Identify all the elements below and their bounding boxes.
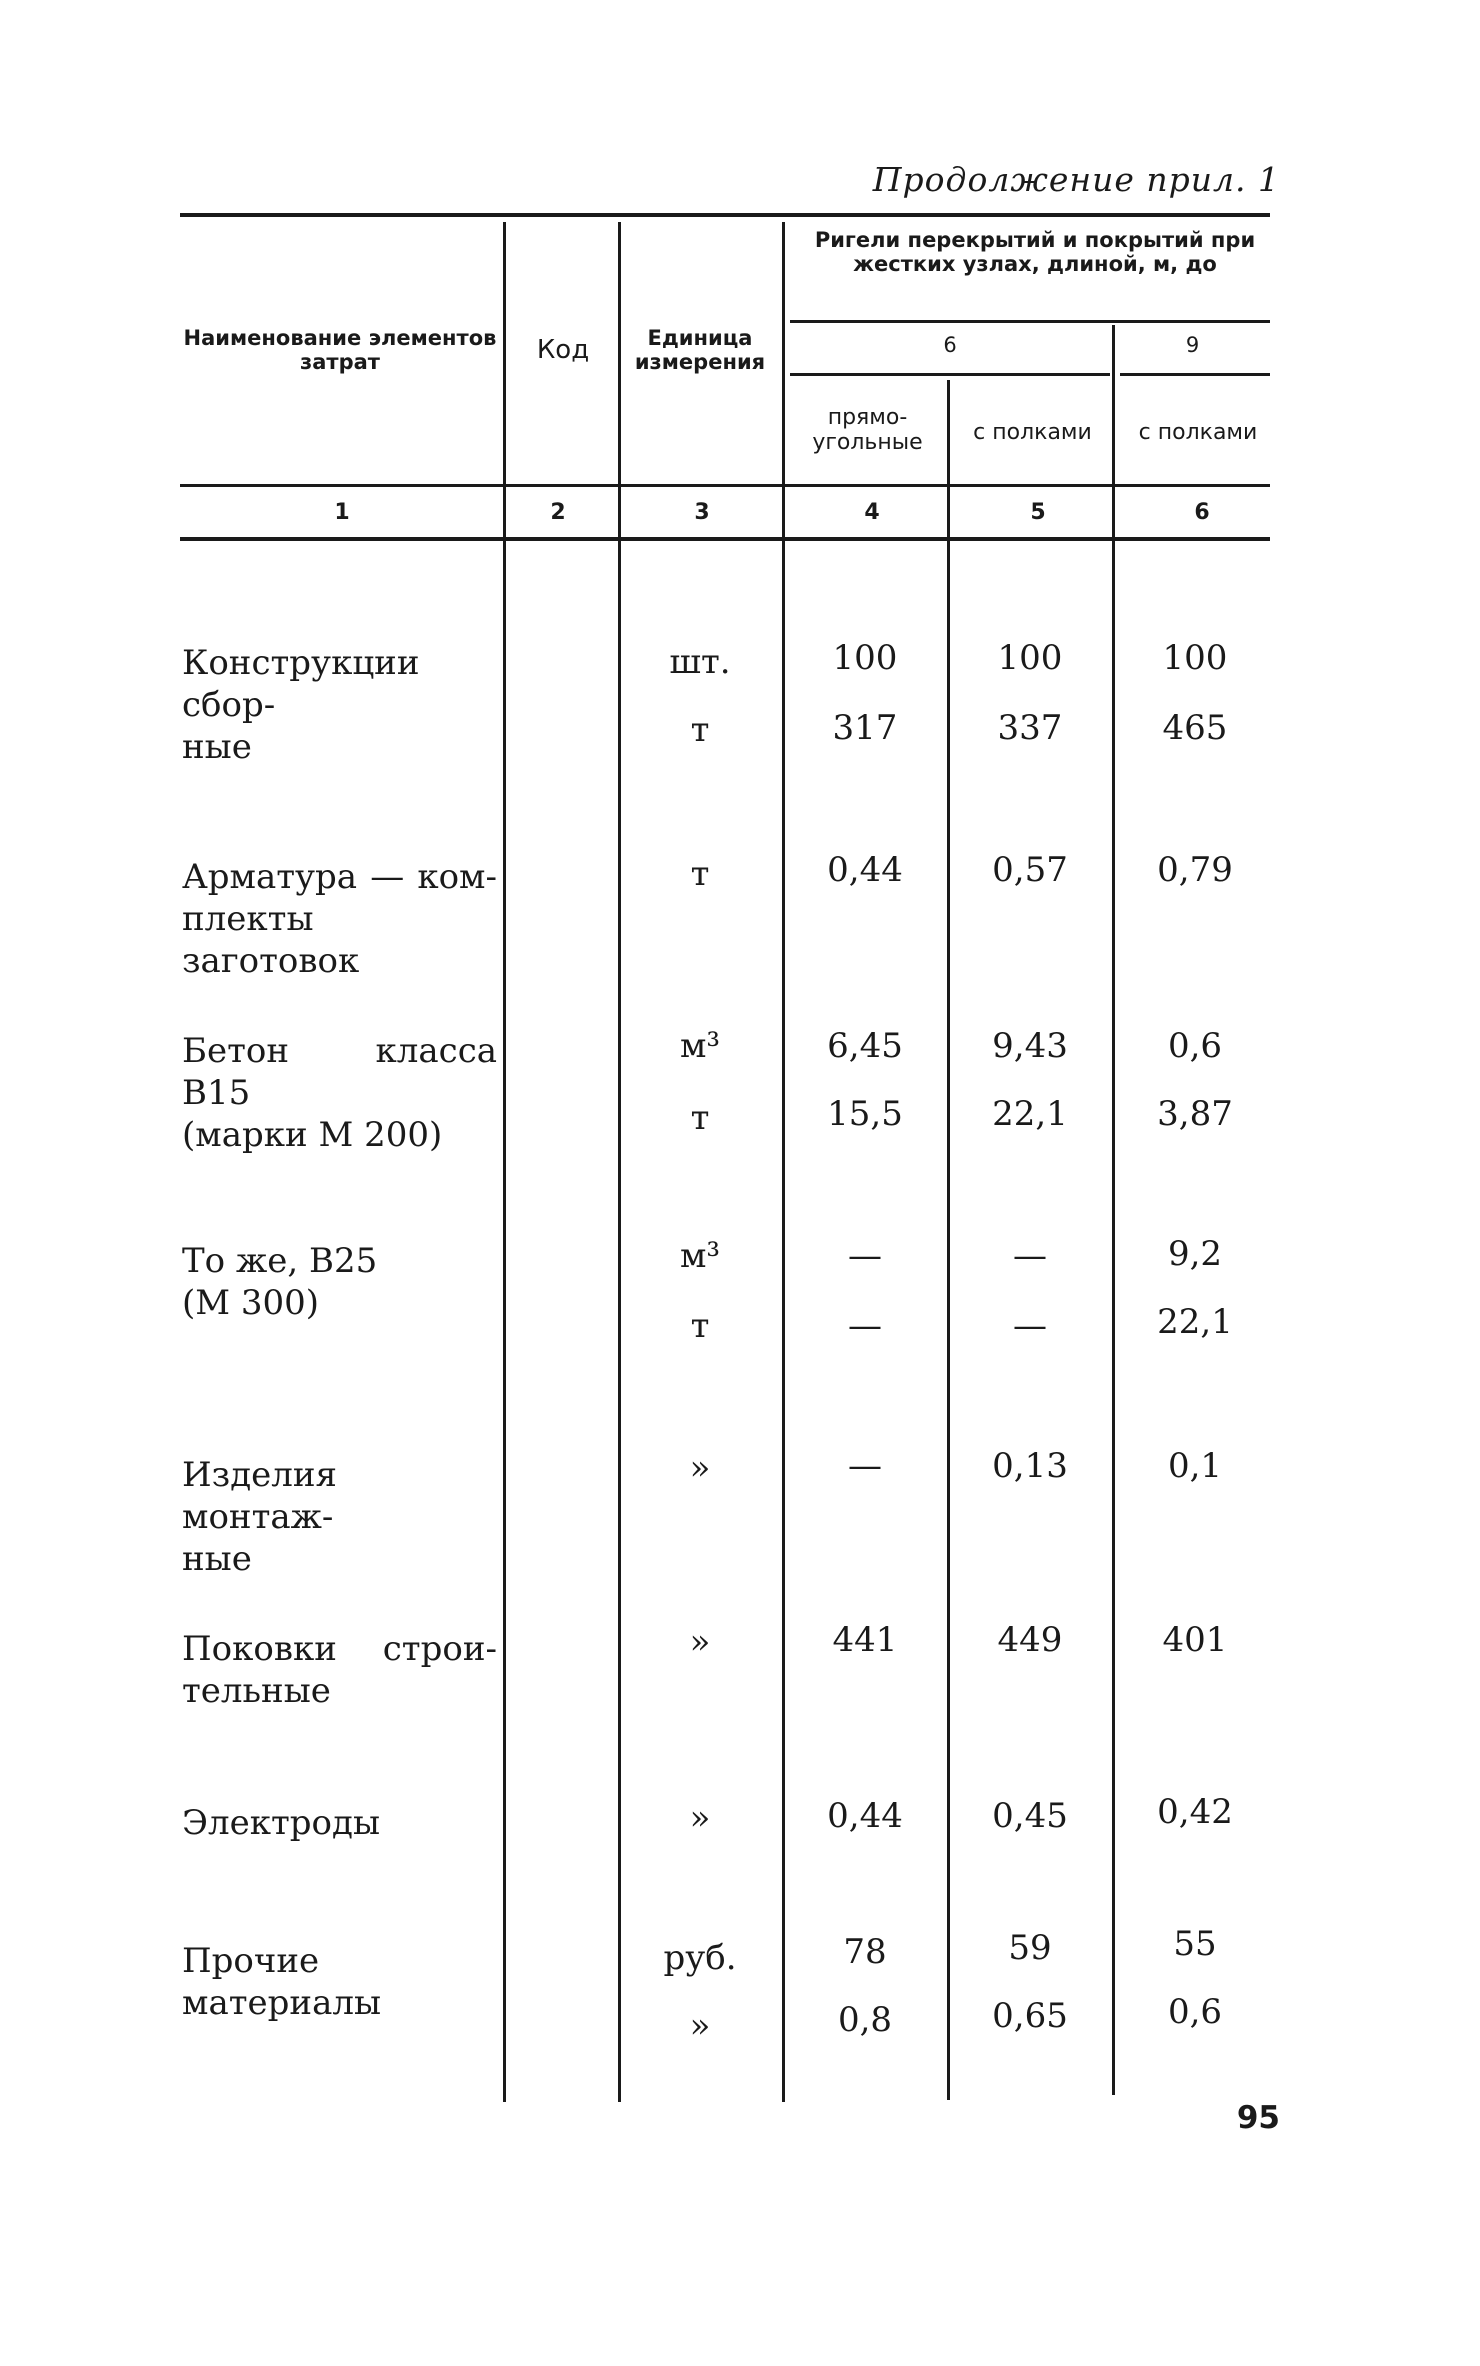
header-length-9-rule xyxy=(1120,373,1270,376)
value-cell: 9,43 xyxy=(992,1026,1068,1066)
value-cell: 15,5 xyxy=(827,1094,903,1134)
value-cell: 22,1 xyxy=(1157,1302,1233,1342)
table-continuation-caption: Продолжение прил. 1 xyxy=(872,160,1280,199)
value-cell: 0,79 xyxy=(1157,850,1233,890)
header-code: Код xyxy=(536,335,590,365)
row-name: Электроды xyxy=(182,1803,381,1843)
unit-cell: » xyxy=(689,1798,711,1838)
value-cell: — xyxy=(848,1306,882,1346)
value-cell: 441 xyxy=(832,1620,898,1660)
header-group-girders: Ригели перекрытий и покрытий при жестких узлах, длиной, м, до xyxy=(814,228,1256,276)
row-name: Прочие материалы xyxy=(182,1941,382,2023)
value-cell: 0,1 xyxy=(1167,1446,1223,1486)
value-cell: 78 xyxy=(843,1932,887,1972)
value-cell: — xyxy=(848,1446,882,1486)
unit-cell: » xyxy=(689,1448,711,1488)
unit-cell: т xyxy=(690,854,710,894)
unit-cell: т xyxy=(690,710,710,750)
value-cell: 55 xyxy=(1173,1924,1217,1964)
column-number-5: 5 xyxy=(1030,500,1046,525)
header-length-6-rule xyxy=(790,373,1110,376)
value-cell: 0,45 xyxy=(992,1796,1068,1836)
value-cell: 9,2 xyxy=(1167,1234,1223,1274)
column-numbers-rule xyxy=(180,537,1270,541)
header-with-shelves-6: с полками xyxy=(973,420,1092,445)
value-cell: 59 xyxy=(1008,1928,1052,1968)
row-name: Конструкции сбор- ные xyxy=(182,643,420,767)
column-divider-2 xyxy=(618,222,621,2102)
column-number-6: 6 xyxy=(1194,500,1210,525)
header-top-rule xyxy=(180,213,1270,217)
header-cost-elements: Наименование элементов затрат xyxy=(183,326,497,374)
unit-cell: » xyxy=(689,1622,711,1662)
header-length-6: 6 xyxy=(943,333,957,357)
value-cell: — xyxy=(1013,1236,1047,1276)
column-number-4: 4 xyxy=(864,500,880,525)
header-rectangular: прямо-угольные xyxy=(812,405,923,455)
header-bottom-rule xyxy=(180,484,1270,487)
value-cell: 401 xyxy=(1162,1620,1228,1660)
value-cell: 0,65 xyxy=(992,1996,1068,2036)
row-name: Бетон класса В15 (марки М 200) xyxy=(182,1031,497,1155)
column-number-3: 3 xyxy=(694,500,710,525)
value-cell: 317 xyxy=(832,708,898,748)
row-name: Поковки строи- тельные xyxy=(182,1629,497,1711)
value-cell: 6,45 xyxy=(827,1026,903,1066)
header-group-rule xyxy=(790,320,1270,323)
header-length-9: 9 xyxy=(1185,333,1200,357)
value-cell: 0,57 xyxy=(992,850,1068,890)
value-cell: 0,44 xyxy=(827,1796,903,1836)
column-divider-4 xyxy=(947,380,950,2100)
unit-cell: т xyxy=(690,1306,710,1346)
value-cell: 100 xyxy=(997,638,1063,678)
row-name: Изделия монтаж- ные xyxy=(182,1455,337,1579)
page-number: 95 xyxy=(1236,2100,1280,2136)
value-cell: 22,1 xyxy=(992,1094,1068,1134)
value-cell: 0,6 xyxy=(1167,1992,1223,2032)
value-cell: 0,44 xyxy=(827,850,903,890)
header-unit: Единица измерения xyxy=(634,326,766,374)
value-cell: 100 xyxy=(832,638,898,678)
unit-cell: шт. xyxy=(669,642,731,682)
value-cell: 0,8 xyxy=(837,2000,893,2040)
value-cell: 449 xyxy=(997,1620,1063,1660)
header-with-shelves-9: с полками xyxy=(1138,420,1258,445)
value-cell: 3,87 xyxy=(1157,1094,1233,1134)
column-divider-3 xyxy=(782,222,785,2102)
column-number-2: 2 xyxy=(550,500,566,525)
unit-cell: » xyxy=(689,2006,711,2046)
value-cell: 0,6 xyxy=(1167,1026,1223,1066)
unit-cell: м³ xyxy=(679,1026,721,1066)
unit-cell: руб. xyxy=(663,1938,737,1978)
value-cell: 337 xyxy=(997,708,1063,748)
value-cell: 0,13 xyxy=(992,1446,1068,1486)
value-cell: 0,42 xyxy=(1157,1792,1233,1832)
value-cell: 100 xyxy=(1162,638,1228,678)
unit-cell: т xyxy=(690,1098,710,1138)
row-name: То же, В25 (М 300) xyxy=(182,1241,378,1323)
unit-cell: м³ xyxy=(679,1236,721,1276)
column-divider-1 xyxy=(503,222,506,2102)
row-name: Арматура — ком- плекты заготовок xyxy=(182,857,497,981)
column-number-1: 1 xyxy=(334,500,350,525)
column-divider-5 xyxy=(1112,325,1115,2095)
value-cell: — xyxy=(848,1236,882,1276)
value-cell: — xyxy=(1013,1306,1047,1346)
value-cell: 465 xyxy=(1162,708,1228,748)
